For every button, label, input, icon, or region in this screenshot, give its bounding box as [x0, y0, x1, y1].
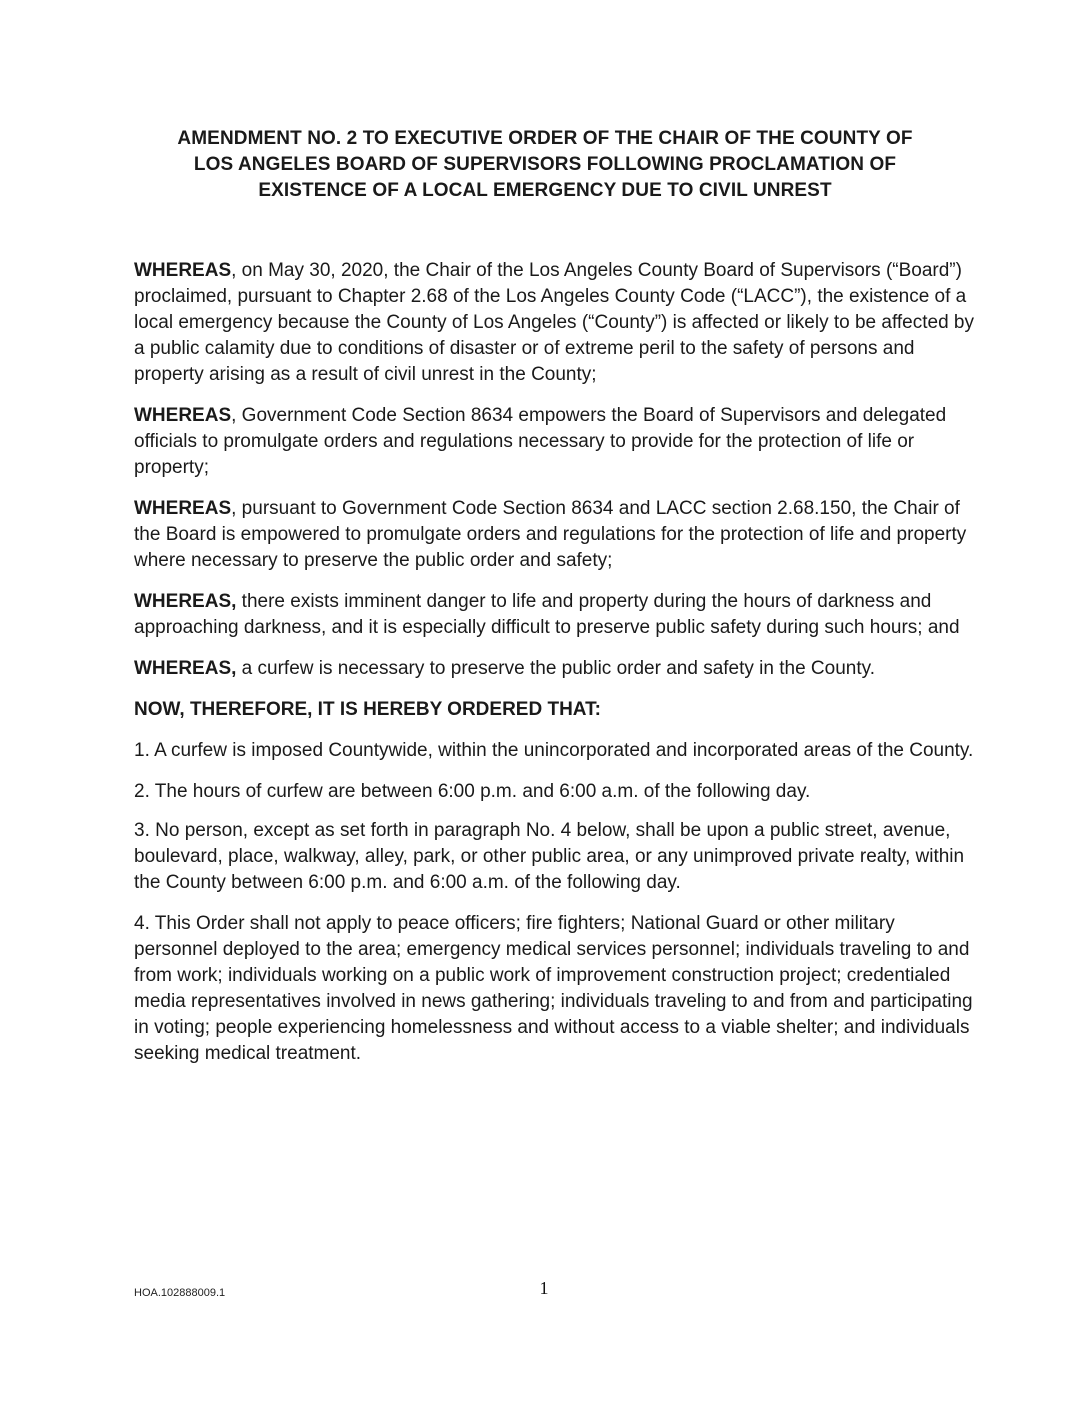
title-line: LOS ANGELES BOARD OF SUPERVISORS FOLLOWING PROCLAMATION OF: [193, 154, 897, 175]
whereas-keyword: WHEREAS: [134, 260, 232, 281]
whereas-keyword: WHEREAS,: [134, 658, 237, 679]
whereas-clause: [134, 403, 974, 481]
order-item: 4. This Order shall not apply to peace officers; fire fighters; National Guard or other military personnel deployed to the area; emergency medical services personnel; individuals traveling to and from work; individuals working on a public work of improvement construction project; credentialed media representatives involved in news gathering; individuals traveling to and from and participating in voting; people experiencing homelessness and without access to a viable shelter; and individuals seeking medical treatment.: [134, 913, 973, 1064]
whereas-clause: [134, 589, 974, 641]
document-body: [134, 258, 974, 1082]
title-line: EXISTENCE OF A LOCAL EMERGENCY DUE TO CIVIL UNREST: [258, 180, 832, 201]
whereas-text: , on May 30, 2020, the Chair of the Los Angeles County Board of Supervisors (“Board”) proclaimed, pursuant to Chapter 2.68 of the Los Angeles County Code (“LACC”), the existence of a local emergency because the County of Los Angeles (“County”) is affected or likely to be affected by a public calamity due to conditions of disaster or of extreme peril to the safety of persons and property arising as a result of civil unrest in the County;: [134, 260, 974, 385]
whereas-text: there exists imminent danger to life and property during the hours of darkness and approaching darkness, and it is especially difficult to preserve public safety during such hours; and: [134, 591, 960, 638]
whereas-keyword: WHEREAS,: [134, 591, 237, 612]
page-number: 1: [539, 1278, 549, 1298]
whereas-clause: [134, 258, 974, 388]
whereas-text: a curfew is necessary to preserve the public order and safety in the County.: [236, 658, 875, 679]
document-title: [120, 126, 970, 204]
whereas-clause: [134, 496, 974, 574]
whereas-keyword: WHEREAS: [134, 405, 232, 426]
order-item: 3. No person, except as set forth in paragraph No. 4 below, shall be upon a public street, avenue, boulevard, place, walkway, alley, park, or other public area, or any unimproved private realty, within the County between 6:00 p.m. and 6:00 a.m. of the following day.: [134, 820, 965, 893]
whereas-text: , Government Code Section 8634 empowers the Board of Supervisors and delegated officials to promulgate orders and regulations necessary to provide for the protection of life or property;: [134, 405, 947, 478]
title-line: AMENDMENT NO. 2 TO EXECUTIVE ORDER OF THE CHAIR OF THE COUNTY OF: [177, 128, 913, 149]
footer-document-id: HOA.102888009.1: [134, 1287, 226, 1299]
order-item: 1. A curfew is imposed Countywide, within the unincorporated and incorporated areas of the County.: [134, 740, 974, 761]
order-item: 2. The hours of curfew are between 6:00 p.m. and 6:00 a.m. of the following day.: [134, 781, 811, 802]
whereas-keyword: WHEREAS: [134, 498, 232, 519]
whereas-clause: [134, 656, 974, 682]
whereas-text: , pursuant to Government Code Section 8634 and LACC section 2.68.150, the Chair of the Board is empowered to promulgate orders and regulations for the protection of life and property where necessary to preserve the public order and safety;: [134, 498, 967, 571]
order-heading: NOW, THEREFORE, IT IS HEREBY ORDERED THAT:: [134, 699, 601, 720]
